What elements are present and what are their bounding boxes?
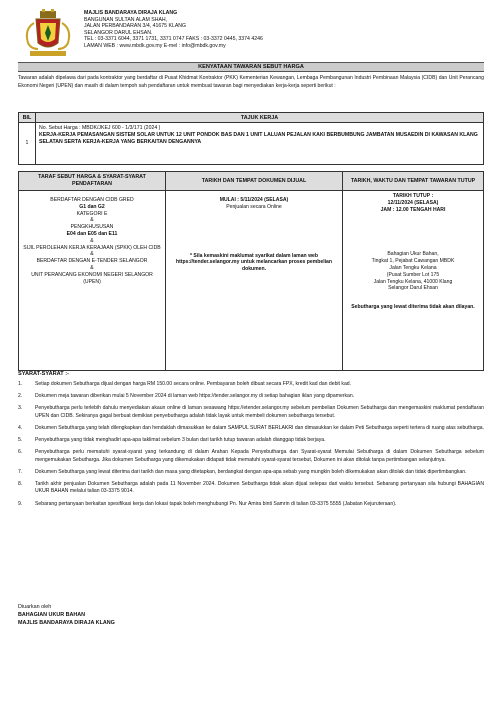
- reg-line: UNIT PERANCANG EKONOMI NEGERI SELANGOR (UPEN): [31, 271, 153, 285]
- condition-item: [18, 449, 484, 464]
- issuing-council: MAJLIS BANDARAYA DIRAJA KLANG: [18, 620, 115, 626]
- conditions-list: [18, 381, 484, 513]
- reg-line: &: [90, 237, 94, 244]
- close-place-line: Bahagian Ukur Bahan,: [387, 251, 439, 258]
- issuing-department: BAHAGIAN UKUR BAHAN: [18, 612, 86, 618]
- condition-number: 7.: [18, 468, 23, 475]
- close-label: TARIKH TUTUP :: [392, 193, 434, 199]
- close-place-line: Jalan Tengku Kelana: [389, 264, 437, 271]
- condition-text: Setiap dokumen Sebutharga dijual dengan harga RM 150.00 secara online. Pembayaran boleh dibuat secara FPX, kredit kad dan debit kad.: [35, 381, 352, 387]
- close-place-line: Selangor Darul Ehsan: [388, 285, 438, 292]
- condition-item: [18, 405, 484, 420]
- reg-line: E04 dan E05 dan E11: [66, 230, 118, 237]
- reg-line: KATEGORI E: [76, 210, 108, 217]
- condition-item: [18, 393, 484, 401]
- org-name: MAJLIS BANDARAYA DIRAJA KLANG: [84, 10, 178, 16]
- address-line: JALAN PERBANDARAN 3/4, 41675 KLANG: [84, 23, 187, 30]
- condition-text: Dokumen meja tawaran diberikan mulai 5 November 2024 di laman web https://tender.selangor.my di setiap bahagian iklan yang dipamerkan.: [35, 393, 355, 400]
- intro-paragraph: Tawaran adalah dipelawa dari pada kontraktor yang berdaftar di Pusat Khidmat Kontraktor (PKK) Kementerian Kewangan, Lembaga Pembangunan Industri Pembinaan Malaysia (CIDB) dan Unit Perancang Ekonomi Negeri (UPEN) dan masih di dalam tempoh sah pendaftaran untuk membuat tawaran bagi menyediakan kerja-kerja seperti berikut :: [18, 75, 484, 89]
- tel-line: TEL : 03-3371 6044, 3371 1731, 3371 0747 FAKS : 03-3372 0445, 3374 4246: [84, 36, 263, 43]
- reg-line: PENGKHUSUSAN: [70, 224, 114, 231]
- late-note: Sebutharga yang lewat diterima tidak akan dilayan.: [351, 304, 475, 311]
- work-title: KERJA-KERJA PEMASANGAN SISTEM SOLAR UNTUK 12 UNIT PONDOK BAS DAN 1 UNIT LALUAN PEJALAN KAKI BERBUMBUNG JAMBATAN MUSAEDIN DI KAWASAN KLANG SELATAN SERTA KERJA-KERJA YANG BERKAITAN DENGANNYA: [39, 131, 478, 145]
- condition-number: 5.: [18, 436, 23, 443]
- close-time: JAM : 12.00 TENGAH HARI: [380, 206, 446, 213]
- header-tarikh-dijual: TARIKH DAN TEMPAT DOKUMEN DIJUAL: [166, 172, 343, 191]
- condition-text: Penyebutharga perlu mematuhi syarat-syarat yang terkandung di dalam Arahan Kepada Penyebutharga dan Syarat-syarat Memulai Sebutharga di dalam Dokumen Sebutharga sebelum mengemukakan Sebutharga. Jika dokumen Sebutharga yang dikemukakan didapati tidak mematuhi syarat-syarat tersebut, Dokumen ini akan ditolak tanpa pertimbangan selanjutnya.: [35, 449, 484, 463]
- notice-title: KENYATAAN TAWARAN SEBUT HARGA: [18, 62, 484, 72]
- condition-item: [18, 501, 484, 509]
- condition-number: 1.: [18, 381, 23, 387]
- condition-text: Dokumen Sebutharga yang telah dilengkapkan dan hendaklah dimasukkan ke dalam SAMPUL SURAT BERLAKRI dan dimasukkan ke dalam Peti Sebutharga seperti tertera di ruang atas sebutharga.: [35, 424, 484, 431]
- reg-line: BERDAFTAR DENGAN E-TENDER SELANGOR: [36, 258, 148, 265]
- web-line: LAMAN WEB : www.mbdk.gov.my E-mel : info@mbdk.gov.my: [84, 42, 226, 49]
- sale-note: * Sila kemaskini maklumat syarikat dalam laman web https://tender.selangor.my untuk melancarkan proses pembelian dokumen.: [176, 252, 332, 273]
- letterhead: [84, 10, 344, 50]
- close-place-line: Jalan Tengku Kelana, 41000 Klang: [373, 278, 453, 285]
- condition-number: 3.: [18, 405, 23, 412]
- row-bil: 1: [19, 123, 36, 165]
- condition-item: [18, 481, 484, 496]
- close-place-line: (Pusat Sumber Lot 175: [386, 271, 440, 278]
- reg-line: SIJIL PEROLEHAN KERJA KERAJAAN (SPKK) OLEH CIDB: [23, 244, 161, 251]
- address-line: SELANGOR DARUL EHSAN.: [84, 29, 153, 36]
- condition-number: 6.: [18, 449, 23, 456]
- address-line: BANGUNAN SULTAN ALAM SHAH,: [84, 16, 168, 23]
- header-bil: BIL: [19, 113, 36, 123]
- condition-text: Dokumen Sebutharga yang lewat diterima dari tarikh dan masa yang ditetapkan, berdangkat dengan apa-apa sebab yang mungkin boleh dikemukakan akan ditolak dan tidak dipertimbangkan.: [35, 468, 467, 475]
- condition-text: Sebarang pertanyaan berkaitan spesifikasi kerja dan lokasi tapak boleh menghubungi Pn. Nur Amira binti Samrin di talian 03-3375 5555 (Jabatan Kejuruteraan).: [35, 500, 397, 507]
- close-place-line: Tingkat 1, Pejabat Cawangan MBDK: [371, 258, 455, 265]
- details-table: [18, 171, 484, 371]
- condition-item: [18, 381, 484, 389]
- condition-number: 2.: [18, 393, 23, 400]
- condition-item: [18, 425, 484, 433]
- header-tajuk-kerja: TAJUK KERJA: [36, 113, 484, 123]
- quotation-ref: No. Sebut Harga : MBDK/JKEJ 600 - 1/3/171 (2024 ): [39, 125, 161, 131]
- sale-start-date: MULAI : 5/11/2024 (SELASA): [219, 197, 289, 203]
- condition-item: [18, 469, 484, 477]
- condition-text: Tarikh akhir penjualan Dokumen Sebutharga adalah pada 11 November 2024. Dokumen Sebutharga tidak akan dijual selepas dari waktu tersebut. Sebarang pertanyaan sila hubungi BAHAGIAN UKUR BAHAN melalui talian 03-3375 9014.: [35, 480, 484, 495]
- condition-item: [18, 437, 484, 445]
- condition-number: 4.: [18, 424, 23, 431]
- header-tarikh-tutup: TARIKH, WAKTU DAN TEMPAT TAWARAN TUTUP: [343, 172, 484, 191]
- reg-line: BERDAFTAR DENGAN CIDB GRED: [50, 197, 134, 203]
- signature-block: [18, 603, 115, 627]
- condition-text: Penyebutharga yang tidak menghadiri apa-apa taklimat sebelum 3 bulan dari tarikh tutup tawaran adalah dianggap tidak berjaya.: [35, 436, 326, 443]
- sale-mode: Penjualan secara Online: [226, 203, 282, 210]
- conditions-title: SYARAT-SYARAT :-: [18, 371, 69, 377]
- reg-line: &: [90, 264, 94, 271]
- issued-by-label: Diuarkan oleh: [18, 604, 52, 610]
- header-taraf: TARAF SEBUT HARGA & SYARAT-SYARAT PENDAFTARAN: [19, 172, 166, 191]
- condition-text: Penyebutharga perlu terlebih dahulu menyediakan akaun online di laman sesawang https://etender.selangor.my sebelum pembelian Dokumen Sebutharga dan mengemaskini maklumat pendaftaran UPEN dan CIDB. Sekiranya gagal berbuat demikian penyebutharga adalah tidak layak untuk membeli dokumen sebutharga tersebut.: [35, 405, 484, 419]
- condition-number: 9.: [18, 500, 23, 507]
- mbdk-crest-logo: [18, 9, 78, 59]
- reg-line: &: [90, 251, 94, 258]
- close-date: 12/11/2024 (SELASA): [387, 199, 439, 206]
- reg-line: &: [90, 217, 94, 224]
- condition-number: 8.: [18, 480, 23, 487]
- reg-line: G1 dan G2: [79, 203, 105, 210]
- work-title-table: [18, 112, 484, 165]
